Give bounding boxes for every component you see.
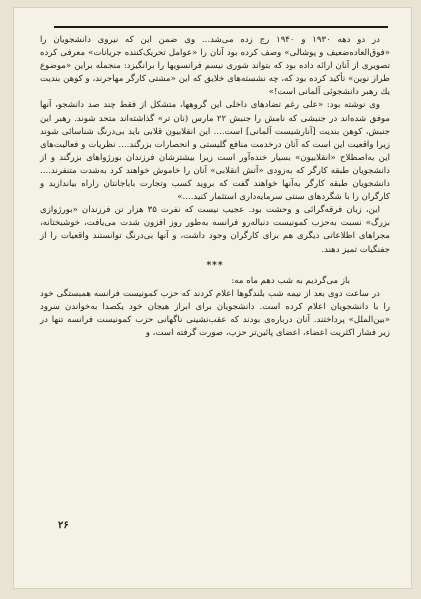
paragraph: باز می‌گردیم به شب دهم ماه مه: xyxy=(231,275,350,286)
page-number: ۲۶ xyxy=(58,520,69,531)
paragraph: وی نوشته بود: «علی رغم تضادهای داخلی این گروهها، متشکل از فقط چند صد دانشجو، آنها موفق شده‌اند در جنبشی که نامش را جنبش ۲۲ مارس (نان تر» گذاشته‌اند متحد شوند. رهبر این جنبش، کوهن بندیت [آنارشیست آلمانی] است.... این انقلابیون قلابی باید بی‌درنگ شناسائی شوند زیرا واقعیت این است که آنان درخدمت منافع گلیستی و انحصارات بزرگند.... نظریات و فعالیت‌های این به‌اصطلاح «انقلابیون» بسیار خنده‌آور است زیرا بیشترشان فرزندان بورژواهای بزرگند و از دانشجویان طبقه کارگر که به‌زودی «آتش انقلابی» آنان را خاموش خواهند کرد به‌شدت متنفرند.... دانشجویان طبقه کارگر به‌آنها خواهند گفت که بروید کسب وتجارت باباجانتان راراه بیاندازید و کارگران را با شگردهای سنتی سرمایه‌داری استثمار کنید....» xyxy=(40,100,390,203)
paragraph: این، زبان فرقه‌گرائی و وحشت بود. عجیب نیست که نفرت ۳۵ هزار تن فرزندان «بورژوازی بزرگ» نسبت به‌حزب کمونیست دنباله‌رو فرانسه به‌طور روز افزون شدت می‌یافت، خوشبختانه، مجراهای اطلاعاتی دیگری هم برای کارگران وجود داشت، و آنها بی‌درنگ توانستند واقعیات را از جفنگیات تمیز دهند. xyxy=(40,205,390,255)
page-body xyxy=(40,34,390,514)
paragraph: در ساعت دوی بعد از نیمه شب بلندگوها اعلام کردند که حزب کمونیست فرانسه همبستگی خود را با دانشجویان اعلام کرده است. دانشجویان برای ابراز هیجان خود یکصدا به‌خواندن سرود «بین‌الملل» پرداختند. آنان درباره‌ی بودند که عقب‌نشینی ناگهانی حزب کمونیست فرانسه تنها در زیر فشار اکثریت اعضاء، اعضای پائین‌تر حزب، صورت گرفته است، و xyxy=(40,288,390,339)
section-separator: *** xyxy=(206,260,224,271)
book-page xyxy=(14,8,411,588)
top-rule xyxy=(54,26,388,28)
paragraph: در دو دهه ۱۹۳۰ و ۱۹۴۰ رج زده می‌شد... وی ضمن این که نیروی دانشجویان را «فوق‌العاده‌ضعیف و پوشالی» وصف کرده بود آنان را «عوامل تحریک‌کننده جریانات» معرفی کرده تصویری از آنان ارائه داده بود که بتواند شوری نیسم فرانسویها را برانگیزد: منجمله براین «موضوع طراز نوین» تأکید کرده بود که، چه نشسته‌های خلایق که این «مشتی کارگر مهاجرند، و کوهن بندیت یك رهبر دانشجوئی آلمانی است!» xyxy=(40,35,390,98)
